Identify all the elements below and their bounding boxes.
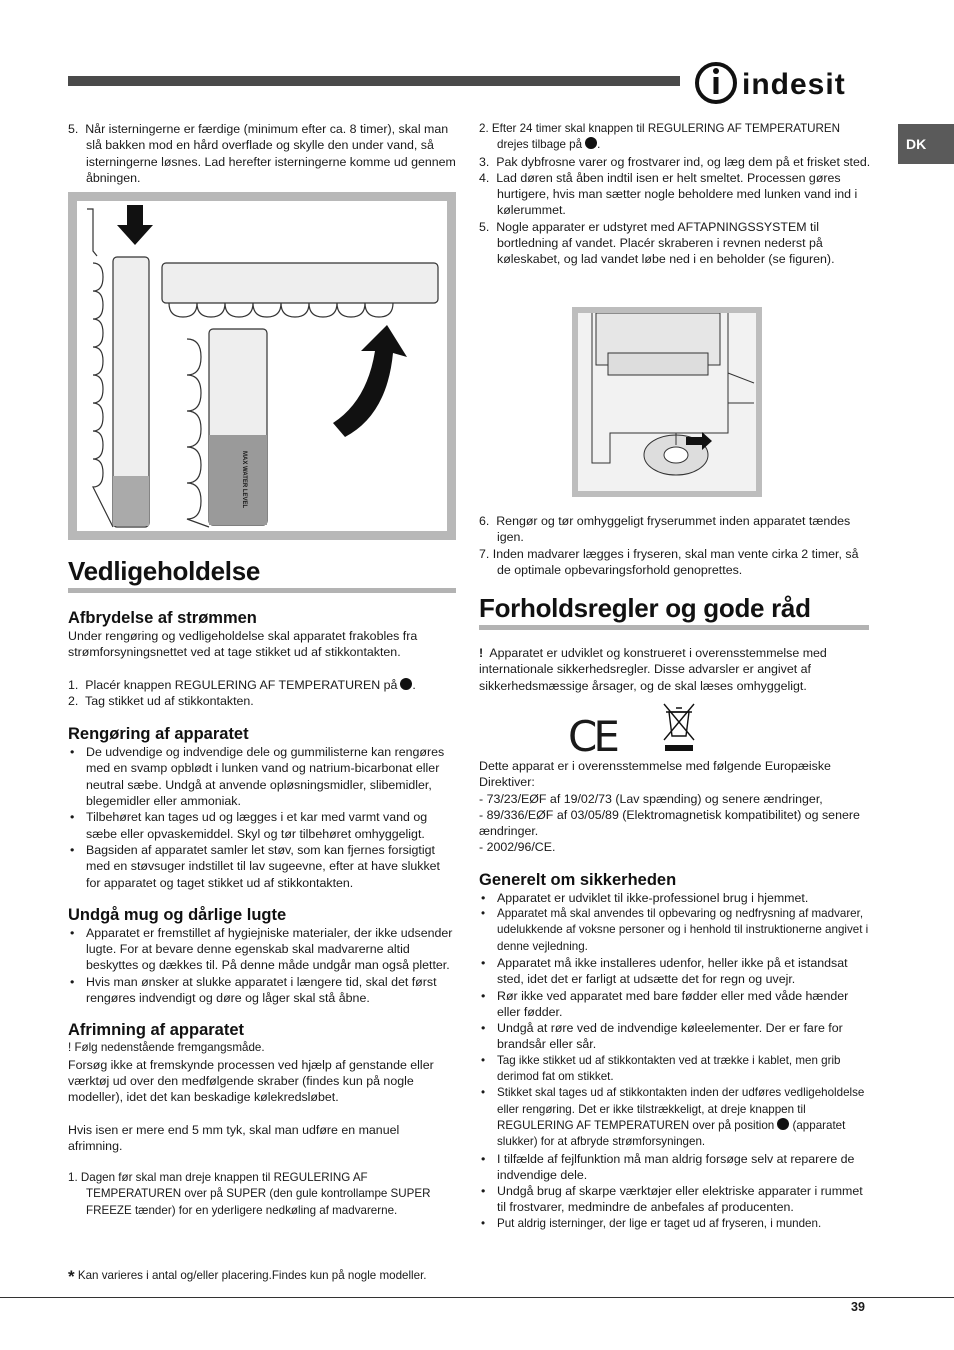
section-title-vedligeholdelse: Vedligeholdelse xyxy=(68,556,261,586)
max-water-level-label: MAX WATER LEVEL xyxy=(241,451,247,509)
right-steps-2 xyxy=(479,513,871,578)
ice-tray-figure xyxy=(68,192,456,540)
safety-bullet: • Apparatet er udviklet til ikke-professionel brug i hjemmet. xyxy=(479,890,871,906)
right-step-6: 6. Rengør og tør omhyggeligt fryserummet inden apparatet tændes igen. xyxy=(479,514,851,545)
directive-line: Dette apparat er i overensstemmelse med følgende Europæiske Direktiver: xyxy=(479,759,831,790)
directive-line: - 2002/96/CE. xyxy=(479,840,556,855)
mug-bullet: • Hvis man ønsker at slukke apparatet i længere tid, skal det først rengøres indvendigt og døre og låger skal stå åbne. xyxy=(68,974,456,1007)
right-step-3: 3. Pak dybfrosne varer og frostvarer ind, og læg dem på et frisket sted. xyxy=(479,154,871,169)
footer-rule xyxy=(0,1297,954,1298)
rengoring-bullet: • Tilbehøret kan tages ud og lægges i et kar med varmt vand og sæbe eller opvaskemiddel. Skyl og tør tilbehøret omhyggeligt. xyxy=(68,809,456,842)
safety-bullet: • Rør ikke ved apparatet med bare fødder eller med våde hænder eller fødder. xyxy=(479,988,871,1021)
afbrydelse-item-2: 2. Tag stikket ud af stikkontakten. xyxy=(68,693,254,708)
ce-mark-icon: CE xyxy=(568,712,616,761)
afrimning-note: ! Følg nedenstående fremgangsmåde. xyxy=(68,1041,265,1055)
safety-bullet: • Apparatet må skal anvendes til opbevaring og nedfrysning af madvarer, udelukkende af voksne personer og i henhold til instruktionerne angivet i denne vejledning. xyxy=(479,906,871,955)
vedligeholdelse-section xyxy=(68,556,456,1219)
defrost-drain-figure xyxy=(572,307,762,497)
section-title-forholdsregler: Forholdsregler og gode råd xyxy=(479,593,811,623)
footnote xyxy=(68,1268,478,1285)
right-step-5: 5. Nogle apparater er udstyret med AFTAPNINGSSYSTEM til bortledning af vandet. Placér skraberen i revnen nederst på køleskabet, og lad vandet løbe ned i en beholder (se figuren). xyxy=(479,219,835,267)
right-step-2: 2. Efter 24 timer skal knappen til REGULERING AF TEMPERATUREN drejes tilbage på . xyxy=(479,122,841,152)
safety-bullet: • I tilfælde af fejlfunktion må man aldrig forsøge selv at reparere de indvendige dele. xyxy=(479,1151,871,1184)
off-position-icon xyxy=(585,137,597,149)
off-position-icon xyxy=(777,1118,789,1130)
directives-block xyxy=(479,758,871,1232)
step-number: 5. xyxy=(68,122,79,136)
heading-undga-mug: Undgå mug og dårlige lugte xyxy=(68,905,287,924)
rengoring-bullet: • De udvendige og indvendige dele og gummilisterne kan rengøres med en svamp opblødt i lunken vand og natrium-bicarbonat eller neutral sæbe. Undgå at anvende opløsningsmidler, slibemidler, blegemidler eller ammoniak. xyxy=(68,744,456,809)
heading-sikkerhed: Generelt om sikkerheden xyxy=(479,870,677,889)
right-steps xyxy=(479,121,871,268)
indesit-logo xyxy=(694,60,869,106)
off-position-icon xyxy=(400,678,412,690)
ice-tray-illustration xyxy=(77,201,447,531)
afbrydelse-item-1: 1. Placér knappen REGULERING AF TEMPERATUREN på . xyxy=(68,677,416,692)
rengoring-bullet: • Bagsiden af apparatet samler let støv, som kan fjernes forsigtigt med en støvsuger indstillet til lav sugeevne, efter at have slukket for apparatet og taget stikket ud af stikkontakten. xyxy=(68,842,456,891)
safety-bullet: • Undgå at røre ved de indvendige køleelementer. Der er fare for brandsår eller sår. xyxy=(479,1020,871,1053)
weee-bin-icon xyxy=(660,702,698,752)
header-bar xyxy=(68,76,680,86)
left-step5 xyxy=(68,121,456,186)
heading-afbrydelse: Afbrydelse af strømmen xyxy=(68,609,257,627)
heading-rengoring: Rengøring af apparatet xyxy=(68,725,249,744)
safety-bullet: • Apparatet må ikke installeres udenfor, heller ikke på et istandsat sted, idet det er farligt at udsætte det for regn og uvejr. xyxy=(479,955,871,988)
afbrydelse-para: Under rengøring og vedligeholdelse skal apparatet frakobles fra strømforsyningsnettet ved at tage stikket ud af stikkontakten. xyxy=(68,629,418,660)
heading-afrimning: Afrimning af apparatet xyxy=(68,1021,245,1040)
safety-bullet: • Tag ikke stikket ud af stikkontakten ved at trække i kablet, men grib derimod fat om stikket. xyxy=(479,1053,871,1086)
right-step-4: 4. Lad døren stå åben indtil isen er helt smeltet. Processen gøres hurtigere, hvis man sætter nogle beholdere med lunken vand ind i kølerummet. xyxy=(479,170,858,218)
footnote-star: * xyxy=(68,1267,75,1286)
intro-para: ! Apparatet er udviklet og konstrueret i overensstemmelse med internationale sikkerhedsregler. Disse advarsler er angivet af sikkerhedsmæssige årsager, og de skal læses omhyggeligt. xyxy=(479,646,827,693)
directive-line: - 89/336/EØF af 03/05/89 (Elektromagnetisk kompatibilitet) og senere ændringer. xyxy=(479,807,860,839)
safety-bullet: • Put aldrig isterninger, der lige er taget ud af fryseren, i munden. xyxy=(479,1216,871,1232)
safety-bullet: • Stikket skal tages ud af stikkontakten inden der udføres vedligeholdelse eller rengøring. Det er ikke tilstrækkeligt, at dreje knappen til REGULERING AF TEMPERATUREN over på position (apparatet slukker) for at afbryde strømforsyningen. xyxy=(479,1085,871,1150)
drain-illustration xyxy=(578,313,756,491)
forholdsregler-section xyxy=(479,593,869,694)
right-step-7: 7. Inden madvarer lægges i fryseren, skal man vente cirka 2 timer, så de optimale opbevaringsforhold genoprettes. xyxy=(479,546,859,577)
brand-name: indesit xyxy=(742,68,846,101)
directive-line: - 73/23/EØF af 19/02/73 (Lav spænding) og senere ændringer, xyxy=(479,791,823,806)
safety-bullet: • Undgå brug af skarpe værktøjer eller elektriske apparater i rummet til frostvarer, medmindre de anbefales af producenten. xyxy=(479,1183,871,1216)
step-text: Når isterningerne er færdige (minimum efter ca. 8 timer), skal man slå bakken mod en hård overflade og skylle den under vand, så isterningerne løsnes. Lad herefter isterningerne komme ud gennem åbningen. xyxy=(85,122,456,185)
page-number: 39 xyxy=(851,1300,865,1314)
language-tab: DK xyxy=(898,124,954,164)
footnote-text: Kan varieres i antal og/eller placering.Findes kun på nogle modeller. xyxy=(77,1269,427,1282)
logo-circle-icon xyxy=(694,60,738,106)
mug-bullet: • Apparatet er fremstillet af hygiejniske materialer, der ikke udsender lugte. For at bevare denne egenskab skal madvarerne altid beskyttes og dækkes til. På denne måde undgår man også pletter. xyxy=(68,925,456,974)
warning-mark: ! xyxy=(479,646,484,660)
afrimning-para-2: Hvis isen er mere end 5 mm tyk, skal man udføre en manuel afrimning. xyxy=(68,1122,400,1153)
afrimning-step-1: 1. Dagen før skal man dreje knappen til REGULERING AF TEMPERATUREN over på SUPER (den gule kontrollampe SUPER FREEZE tænder) for en yderligere nedkøling af madvarerne. xyxy=(68,1171,431,1217)
afrimning-para-1: Forsøg ikke at fremskynde processen ved hjælp af genstande eller værktøj ud over den medfølgende skraber (findes kun på nogle modeller), idet det kan beskadige kølekredsløbet. xyxy=(68,1057,434,1105)
